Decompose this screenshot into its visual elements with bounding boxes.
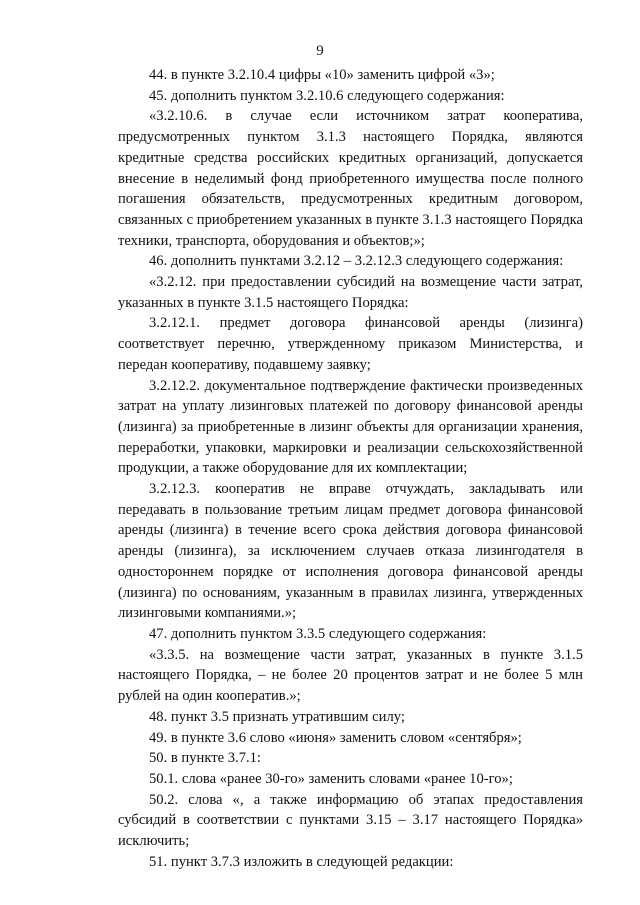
paragraph-item-47: 47. дополнить пунктом 3.3.5 следующего содержания: — [149, 625, 487, 642]
paragraph-item-45: 45. дополнить пунктом 3.2.10.6 следующего содержания: — [149, 87, 505, 104]
clause-3-2-12-1: 3.2.12.1. предмет договора финансовой аренды (лизинга) соответствует перечню, утвержденному приказом Министерства, и передан кооперативу, подавшему заявку; — [118, 315, 583, 373]
quoted-clause-3-2-12: «3.2.12. при предоставлении субсидий на возмещение части затрат, указанных в пункте 3.1.5 настоящего Порядка: — [118, 274, 583, 311]
subitem-50-1: 50.1. слова «ранее 30-го» заменить словами «ранее 10-го»; — [149, 770, 513, 787]
paragraph-item-44: 44. в пункте 3.2.10.4 цифры «10» заменить цифрой «3»; — [149, 67, 495, 83]
subitem-50-2: 50.2. слова «, а также информацию об этапах предоставления субсидий в соответствии с пунктами 3.15 – 3.17 настоящего Порядка» исключить; — [118, 791, 583, 850]
paragraph-item-46: 46. дополнить пунктами 3.2.12 – 3.2.12.3 следующего содержания: — [149, 253, 564, 270]
quoted-clause-3-2-10-6: «3.2.10.6. в случае если источником затрат кооператива, предусмотренных пунктом 3.1.3 настоящего Порядка, являются кредитные средства российских кредитных организаций, допускается внесение в неделимый фонд приобретенного имущества после полного погашения обязательств, предусмотренных кредитным договором, связанных с приобретением указанных в пункте 3.1.3 настоящего Порядка техники, транспорта, оборудования и объектов;»; — [118, 108, 583, 249]
document-body — [118, 65, 583, 872]
paragraph-item-48: 48. пункт 3.5 признать утратившим силу; — [149, 708, 405, 725]
paragraph-item-49: 49. в пункте 3.6 слово «июня» заменить словом «сентября»; — [149, 729, 522, 746]
quoted-clause-3-3-5: «3.3.5. на возмещение части затрат, указанных в пункте 3.1.5 настоящего Порядка, – не более 20 процентов затрат и не более 5 млн рублей на один кооператив.»; — [118, 646, 583, 705]
clause-3-2-12-3: 3.2.12.3. кооператив не вправе отчуждать, закладывать или передавать в пользование третьим лицам предмет договора финансовой аренды (лизинга) в течение всего срока действия договора финансовой аренды (лизинга), за исключением случаев отказа лизингодателя в одностороннем порядке от исполнения договора финансовой аренды (лизинга) по основаниям, указанным в правилах лизинга, утвержденных лизинговыми компаниями.»; — [118, 481, 583, 622]
paragraph-item-51: 51. пункт 3.7.3 изложить в следующей редакции: — [149, 853, 454, 870]
clause-3-2-12-2: 3.2.12.2. документальное подтверждение фактически произведенных затрат на уплату лизинговых платежей по договору финансовой аренды (лизинга) за приобретенные в лизинг объекты для организации хранения, переработки, упаковки, маркировки и реализации сельскохозяйственной продукции, а также оборудование для их комплектации; — [118, 377, 583, 477]
paragraph-item-50: 50. в пункте 3.7.1: — [149, 750, 261, 767]
page-number: 9 — [316, 43, 324, 59]
